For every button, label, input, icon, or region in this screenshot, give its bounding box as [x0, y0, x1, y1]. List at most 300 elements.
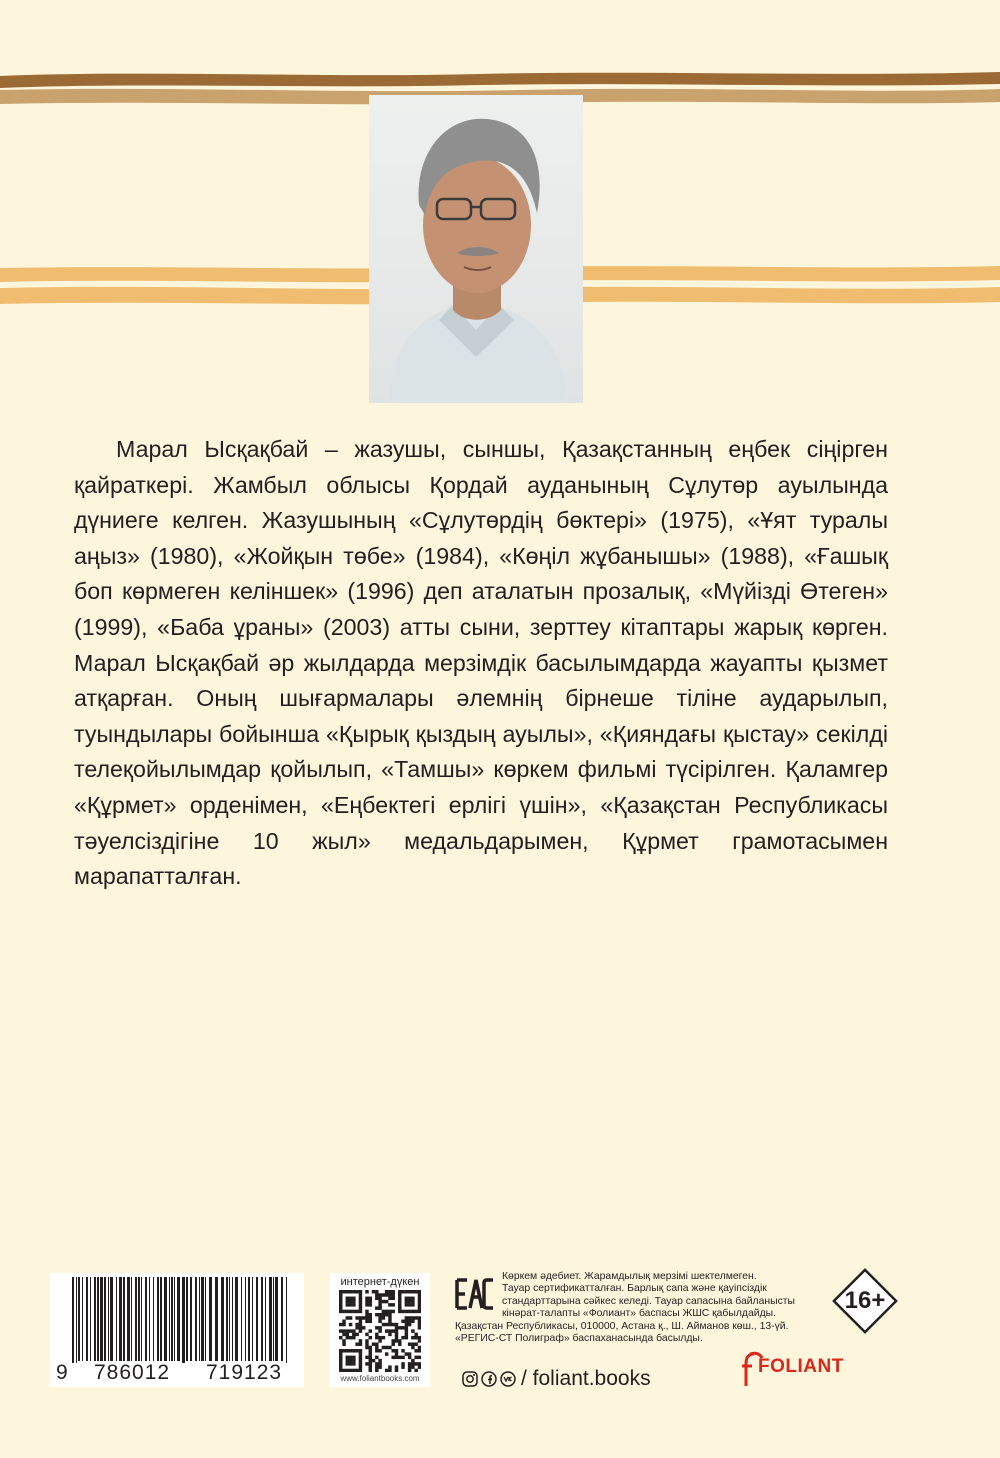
- qr-module: [385, 1293, 388, 1296]
- qr-module: [339, 1365, 342, 1368]
- barcode-bar: [261, 1277, 263, 1361]
- barcode-bar: [248, 1277, 250, 1361]
- qr-module: [349, 1329, 352, 1332]
- qr-module: [339, 1306, 342, 1309]
- qr-module: [382, 1316, 385, 1319]
- qr-module: [375, 1306, 378, 1309]
- qr-module: [369, 1316, 372, 1319]
- barcode-bar: [110, 1277, 113, 1361]
- qr-module: [352, 1349, 355, 1352]
- qr-module: [388, 1297, 391, 1300]
- legal-info-block: [502, 1271, 822, 1321]
- qr-module: [375, 1336, 378, 1339]
- qr-module: [401, 1356, 404, 1359]
- qr-module: [411, 1336, 414, 1339]
- qr-module: [388, 1303, 391, 1306]
- barcode-bar: [195, 1277, 197, 1361]
- barcode-bar: [100, 1277, 103, 1361]
- barcode-bar: [252, 1277, 253, 1361]
- qr-module: [378, 1339, 381, 1342]
- qr-module: [408, 1297, 411, 1300]
- qr-module: [375, 1326, 378, 1329]
- qr-module: [408, 1316, 411, 1319]
- qr-code-icon: [339, 1290, 421, 1372]
- qr-module: [391, 1329, 394, 1332]
- qr-module: [385, 1310, 388, 1313]
- barcode-digit-first: 9: [56, 1361, 68, 1384]
- barcode-bar: [199, 1277, 200, 1361]
- qr-module: [349, 1303, 352, 1306]
- qr-module: [346, 1356, 349, 1359]
- qr-module: [414, 1316, 417, 1319]
- qr-module: [352, 1297, 355, 1300]
- qr-module: [411, 1359, 414, 1362]
- qr-module: [395, 1326, 398, 1329]
- qr-module: [418, 1356, 421, 1359]
- qr-module: [418, 1336, 421, 1339]
- qr-module: [365, 1300, 368, 1303]
- barcode-bar: [157, 1277, 159, 1361]
- qr-module: [405, 1333, 408, 1336]
- qr-module: [346, 1369, 349, 1372]
- qr-module: [342, 1349, 345, 1352]
- qr-module: [395, 1339, 398, 1342]
- qr-module: [346, 1362, 349, 1365]
- qr-module: [391, 1303, 394, 1306]
- online-store-qr[interactable]: [330, 1273, 430, 1387]
- qr-module: [378, 1329, 381, 1332]
- barcode-bar: [174, 1277, 175, 1361]
- qr-module: [385, 1290, 388, 1293]
- qr-module: [349, 1316, 352, 1319]
- qr-module: [346, 1359, 349, 1362]
- barcode-bar: [169, 1277, 170, 1361]
- social-handle[interactable]: / foliant.books: [521, 1367, 651, 1390]
- barcode-bar: [171, 1277, 173, 1361]
- qr-module: [395, 1352, 398, 1355]
- qr-module: [375, 1313, 378, 1316]
- qr-module: [349, 1336, 352, 1339]
- qr-module: [339, 1323, 342, 1326]
- qr-module: [369, 1297, 372, 1300]
- qr-module: [342, 1310, 345, 1313]
- qr-module: [418, 1362, 421, 1365]
- barcode-bar: [131, 1277, 132, 1361]
- legal-line-3: стандарттарына сәйкес келеді. Тауар сапасына байланысты: [502, 1295, 796, 1307]
- qr-module: [352, 1329, 355, 1332]
- qr-module: [395, 1356, 398, 1359]
- qr-module: [378, 1336, 381, 1339]
- qr-module: [339, 1310, 342, 1313]
- qr-module: [395, 1323, 398, 1326]
- qr-module: [352, 1300, 355, 1303]
- barcode-bar: [256, 1277, 258, 1361]
- qr-module: [342, 1342, 345, 1345]
- qr-module: [375, 1362, 378, 1365]
- author-biography: Марал Ысқақбай – жазушы, сыншы, Қазақстанның еңбек сіңірген қайраткері. Жамбыл облысы Қордай ауданының Сұлутөр ауылында дүниеге келген. Жазушының «Сұлутөрдің бөктері» (1975), «Ұят туралы аңыз» (1980), «Жойқын төбе» (1984), «Көңіл жұбанышы» (1988), «Ғашық боп көрмеген келіншек» (1996) деп аталатын прозалық, «Мүйізді Өтеген» (1999), «Баба ұраны» (2003) атты сыни, зерттеу кітаптары жарық көрген. Марал Ысқақбай әр жылдарда мерзімдік басылымдарда жауапты қызмет атқарған. Оның шығармалары әлемнің бірнеше тіліне аударылып, туындылары бойынша «Қырық қыздың ауылы», «Қияндағы қыстау» секілді телеқойылымдар қойылып, «Тамшы» көркем фильмі түсірілген. Қаламгер «Құрмет» орденімен, «Еңбектегі ерлігі үшін», «Қазақстан Республикасы тәуелсіздігіне 10 жыл» медальдарымен, Құрмет грамотасымен марапатталған.: [74, 436, 888, 890]
- qr-module: [369, 1346, 372, 1349]
- barcode-bar: [160, 1277, 162, 1361]
- qr-module: [411, 1362, 414, 1365]
- barcode-bar: [205, 1277, 206, 1361]
- qr-module: [369, 1356, 372, 1359]
- qr-module: [375, 1297, 378, 1300]
- qr-module: [349, 1349, 352, 1352]
- qr-module: [388, 1346, 391, 1349]
- qr-module: [378, 1316, 381, 1319]
- qr-module: [405, 1323, 408, 1326]
- barcode-bar: [245, 1277, 246, 1361]
- legal-line-5: Қазақстан Республикасы, 010000, Астана қ., Ш. Айманов көш., 13-үй.: [455, 1321, 789, 1332]
- qr-module: [359, 1300, 362, 1303]
- barcode-bar: [229, 1277, 230, 1361]
- qr-module: [378, 1303, 381, 1306]
- barcode-bar: [186, 1277, 188, 1361]
- qr-module: [369, 1336, 372, 1339]
- barcode-bar: [135, 1277, 137, 1361]
- qr-module: [365, 1346, 368, 1349]
- qr-module: [385, 1323, 388, 1326]
- barcode-bar: [265, 1277, 266, 1361]
- barcode-bar: [286, 1277, 287, 1363]
- qr-module: [388, 1290, 391, 1293]
- qr-module: [408, 1323, 411, 1326]
- barcode-bar: [90, 1277, 91, 1361]
- qr-module: [369, 1300, 372, 1303]
- qr-module: [369, 1329, 372, 1332]
- qr-module: [385, 1369, 388, 1372]
- publisher-logo: FOLIANT: [758, 1356, 844, 1377]
- qr-module: [359, 1352, 362, 1355]
- qr-module: [372, 1290, 375, 1293]
- qr-module: [355, 1349, 358, 1352]
- qr-module: [405, 1310, 408, 1313]
- qr-module: [382, 1346, 385, 1349]
- barcode-bar: [177, 1277, 180, 1361]
- qr-module: [349, 1300, 352, 1303]
- barcode-bar: [275, 1277, 278, 1361]
- qr-module: [418, 1300, 421, 1303]
- qr-module: [405, 1297, 408, 1300]
- qr-module: [365, 1342, 368, 1345]
- barcode-bar: [116, 1277, 117, 1361]
- barcode-bar: [104, 1277, 106, 1361]
- qr-module: [398, 1300, 401, 1303]
- qr-module: [375, 1356, 378, 1359]
- qr-module: [375, 1333, 378, 1336]
- qr-module: [346, 1333, 349, 1336]
- qr-module: [365, 1339, 368, 1342]
- qr-module: [352, 1336, 355, 1339]
- qr-module: [401, 1326, 404, 1329]
- author-photo: [369, 95, 583, 403]
- qr-module: [382, 1300, 385, 1303]
- qr-module: [378, 1320, 381, 1323]
- qr-module: [365, 1320, 368, 1323]
- barcode-bar: [94, 1277, 96, 1361]
- qr-module: [401, 1310, 404, 1313]
- qr-module: [342, 1290, 345, 1293]
- qr-module: [369, 1369, 372, 1372]
- qr-module: [375, 1290, 378, 1293]
- qr-module: [359, 1293, 362, 1296]
- qr-module: [414, 1356, 417, 1359]
- qr-module: [339, 1300, 342, 1303]
- qr-module: [408, 1310, 411, 1313]
- qr-module: [418, 1346, 421, 1349]
- qr-module: [388, 1333, 391, 1336]
- qr-module: [378, 1359, 381, 1362]
- barcode-bar: [153, 1277, 154, 1361]
- qr-module: [401, 1349, 404, 1352]
- age-rating: 16+: [844, 1287, 886, 1314]
- qr-module: [405, 1329, 408, 1332]
- qr-module: [339, 1297, 342, 1300]
- qr-module: [408, 1320, 411, 1323]
- qr-module: [395, 1333, 398, 1336]
- qr-module: [382, 1310, 385, 1313]
- qr-module: [414, 1362, 417, 1365]
- barcode-bar: [232, 1277, 233, 1361]
- qr-module: [355, 1290, 358, 1293]
- qr-module: [405, 1326, 408, 1329]
- qr-module: [339, 1359, 342, 1362]
- qr-module: [369, 1349, 372, 1352]
- qr-module: [378, 1313, 381, 1316]
- qr-module: [349, 1369, 352, 1372]
- qr-module: [375, 1369, 378, 1372]
- publisher-address-block: [455, 1321, 835, 1346]
- qr-module: [408, 1369, 411, 1372]
- qr-module: [405, 1290, 408, 1293]
- qr-title: интернет-дүкен: [340, 1276, 420, 1288]
- qr-module: [391, 1310, 394, 1313]
- qr-module: [378, 1306, 381, 1309]
- qr-module: [391, 1349, 394, 1352]
- qr-module: [359, 1303, 362, 1306]
- qr-module: [346, 1310, 349, 1313]
- qr-module: [401, 1365, 404, 1368]
- qr-module: [388, 1310, 391, 1313]
- barcode-bar: [78, 1277, 80, 1361]
- qr-module: [365, 1290, 368, 1293]
- qr-module: [385, 1346, 388, 1349]
- barcode-bar: [123, 1277, 125, 1361]
- qr-module: [418, 1297, 421, 1300]
- vk-icon[interactable]: [500, 1371, 516, 1387]
- qr-module: [408, 1365, 411, 1368]
- qr-module: [342, 1320, 345, 1323]
- qr-module: [385, 1300, 388, 1303]
- qr-module: [352, 1303, 355, 1306]
- qr-module: [418, 1339, 421, 1342]
- qr-module: [398, 1306, 401, 1309]
- qr-module: [349, 1356, 352, 1359]
- qr-module: [359, 1306, 362, 1309]
- qr-module: [395, 1349, 398, 1352]
- qr-module: [391, 1290, 394, 1293]
- qr-module: [418, 1310, 421, 1313]
- qr-module: [395, 1336, 398, 1339]
- qr-module: [339, 1369, 342, 1372]
- barcode-bar: [273, 1277, 274, 1361]
- qr-module: [405, 1300, 408, 1303]
- qr-module: [375, 1346, 378, 1349]
- legal-line-1: Көркем әдебиет. Жарамдылық мерзімі шектелмеген.: [502, 1271, 757, 1282]
- qr-module: [365, 1313, 368, 1316]
- qr-module: [391, 1342, 394, 1345]
- qr-module: [365, 1303, 368, 1306]
- qr-module: [405, 1352, 408, 1355]
- qr-module: [382, 1323, 385, 1326]
- qr-module: [359, 1362, 362, 1365]
- qr-module: [352, 1369, 355, 1372]
- qr-module: [382, 1336, 385, 1339]
- qr-module: [411, 1310, 414, 1313]
- qr-module: [418, 1326, 421, 1329]
- qr-module: [401, 1320, 404, 1323]
- qr-module: [372, 1342, 375, 1345]
- qr-module: [411, 1316, 414, 1319]
- qr-module: [339, 1356, 342, 1359]
- qr-module: [352, 1290, 355, 1293]
- qr-module: [388, 1323, 391, 1326]
- qr-module: [414, 1336, 417, 1339]
- qr-module: [365, 1333, 368, 1336]
- barcode-bars: [50, 1273, 304, 1363]
- qr-module: [359, 1310, 362, 1313]
- qr-module: [398, 1290, 401, 1293]
- qr-module: [342, 1339, 345, 1342]
- qr-module: [355, 1326, 358, 1329]
- qr-module: [391, 1293, 394, 1296]
- qr-module: [352, 1310, 355, 1313]
- qr-module: [362, 1326, 365, 1329]
- qr-module: [408, 1303, 411, 1306]
- qr-module: [342, 1333, 345, 1336]
- barcode-bar: [221, 1277, 224, 1361]
- qr-module: [359, 1297, 362, 1300]
- qr-module: [369, 1365, 372, 1368]
- qr-module: [362, 1316, 365, 1319]
- qr-module: [408, 1362, 411, 1365]
- qr-module: [355, 1369, 358, 1372]
- facebook-icon[interactable]: [481, 1371, 497, 1387]
- isbn-barcode: [50, 1273, 304, 1387]
- qr-module: [398, 1303, 401, 1306]
- qr-module: [411, 1329, 414, 1332]
- qr-module: [346, 1290, 349, 1293]
- barcode-bar: [119, 1277, 122, 1361]
- qr-module: [359, 1320, 362, 1323]
- qr-module: [339, 1352, 342, 1355]
- qr-module: [346, 1300, 349, 1303]
- qr-module: [418, 1290, 421, 1293]
- barcode-bar: [269, 1277, 272, 1361]
- qr-module: [408, 1352, 411, 1355]
- barcode-bar: [164, 1277, 167, 1361]
- barcode-bar: [281, 1277, 283, 1361]
- qr-module: [378, 1300, 381, 1303]
- qr-module: [352, 1359, 355, 1362]
- qr-module: [411, 1346, 414, 1349]
- qr-module: [378, 1326, 381, 1329]
- qr-module: [401, 1336, 404, 1339]
- barcode-bar: [215, 1277, 218, 1361]
- qr-module: [391, 1323, 394, 1326]
- qr-module: [369, 1362, 372, 1365]
- qr-module: [355, 1342, 358, 1345]
- qr-module: [382, 1293, 385, 1296]
- qr-module: [359, 1342, 362, 1345]
- barcode-bar: [209, 1277, 212, 1361]
- qr-module: [401, 1290, 404, 1293]
- qr-module: [359, 1349, 362, 1352]
- barcode-bar: [190, 1277, 192, 1361]
- qr-module: [391, 1339, 394, 1342]
- qr-module: [418, 1323, 421, 1326]
- qr-module: [398, 1339, 401, 1342]
- qr-module: [378, 1293, 381, 1296]
- qr-module: [414, 1310, 417, 1313]
- qr-module: [385, 1329, 388, 1332]
- qr-module: [398, 1356, 401, 1359]
- qr-module: [346, 1349, 349, 1352]
- qr-module: [359, 1323, 362, 1326]
- qr-module: [388, 1320, 391, 1323]
- qr-module: [388, 1329, 391, 1332]
- barcode-bar: [145, 1277, 147, 1361]
- qr-module: [411, 1290, 414, 1293]
- qr-module: [378, 1297, 381, 1300]
- instagram-icon[interactable]: [462, 1371, 478, 1387]
- qr-module: [355, 1323, 358, 1326]
- qr-module: [388, 1316, 391, 1319]
- legal-line-4: кінәрат-талапты «Фолиант» баспасы ЖШС қабылдайды.: [502, 1308, 776, 1320]
- qr-module: [385, 1313, 388, 1316]
- qr-module: [346, 1297, 349, 1300]
- qr-module: [388, 1369, 391, 1372]
- qr-module: [349, 1362, 352, 1365]
- qr-module: [365, 1362, 368, 1365]
- qr-module: [339, 1362, 342, 1365]
- qr-module: [408, 1356, 411, 1359]
- qr-module: [375, 1365, 378, 1368]
- qr-module: [418, 1303, 421, 1306]
- legal-line-6: «РЕГИС-СТ Полиграф» баспаханасында басылды.: [455, 1333, 703, 1345]
- qr-module: [395, 1365, 398, 1368]
- qr-module: [375, 1342, 378, 1345]
- qr-module: [372, 1359, 375, 1362]
- social-links[interactable]: [462, 1366, 651, 1392]
- qr-module: [339, 1290, 342, 1293]
- barcode-bar: [76, 1277, 77, 1363]
- barcode-bar: [241, 1277, 242, 1361]
- barcode-bar: [149, 1277, 150, 1361]
- qr-module: [408, 1300, 411, 1303]
- qr-module: [411, 1320, 414, 1323]
- legal-line-2: Тауар сертификатталған. Барлық сапа және қауіпсіздік: [502, 1283, 767, 1295]
- qr-module: [414, 1342, 417, 1345]
- qr-module: [342, 1323, 345, 1326]
- qr-module: [378, 1362, 381, 1365]
- qr-module: [388, 1365, 391, 1368]
- qr-module: [414, 1369, 417, 1372]
- qr-module: [346, 1336, 349, 1339]
- qr-module: [349, 1290, 352, 1293]
- qr-module: [398, 1293, 401, 1296]
- qr-module: [346, 1329, 349, 1332]
